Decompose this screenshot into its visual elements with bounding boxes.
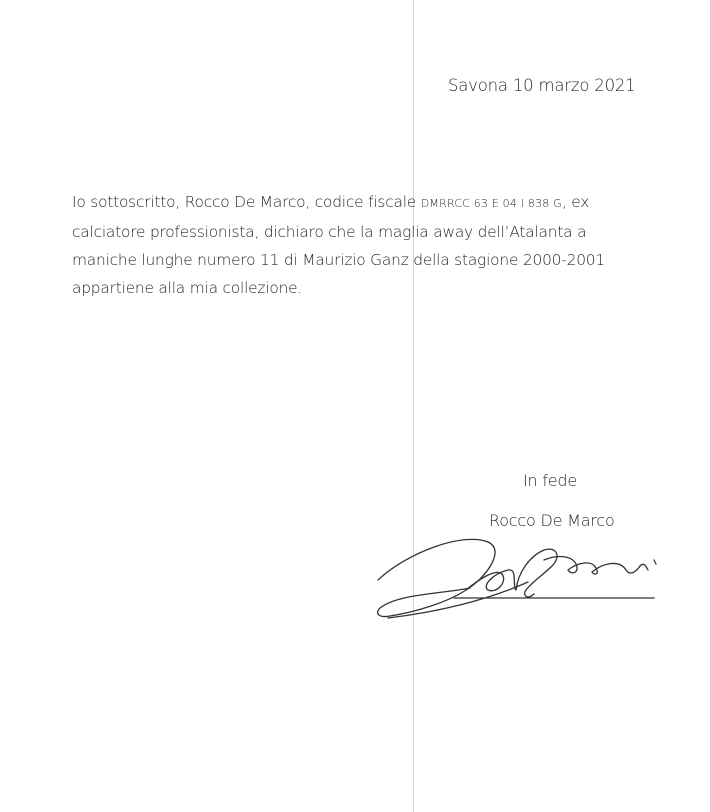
declaration-line-1-end: , ex [561, 193, 590, 211]
declaration-line-3: maniche lunghe numero 11 di Maurizio Ganz della stagione 2000-2001 [72, 251, 605, 269]
signature-stroke-end [544, 557, 656, 575]
codice-fiscale: DMRRCC 63 E 04 I 838 G [420, 197, 562, 210]
signature-stroke-loop [466, 570, 516, 591]
declaration-line-2: calciatore professionista, dichiaro che la maglia away dell’Atalanta a [72, 223, 587, 241]
declaration-line-1 [72, 188, 652, 218]
handwritten-signature [368, 530, 668, 625]
page-fold-line [413, 0, 414, 812]
declaration-line-4: appartiene alla mia collezione. [72, 279, 303, 297]
signer-name: Rocco De Marco [489, 511, 615, 530]
declaration-line-1-start: Io sottoscritto, Rocco De Marco, codice fiscale [72, 193, 421, 211]
declaration-text [72, 188, 652, 302]
place-and-date: Savona 10 marzo 2021 [448, 76, 636, 95]
signature-stroke-initial [378, 539, 495, 616]
signature-stroke-middle [516, 549, 557, 597]
closing-salutation: In fede [523, 471, 578, 490]
